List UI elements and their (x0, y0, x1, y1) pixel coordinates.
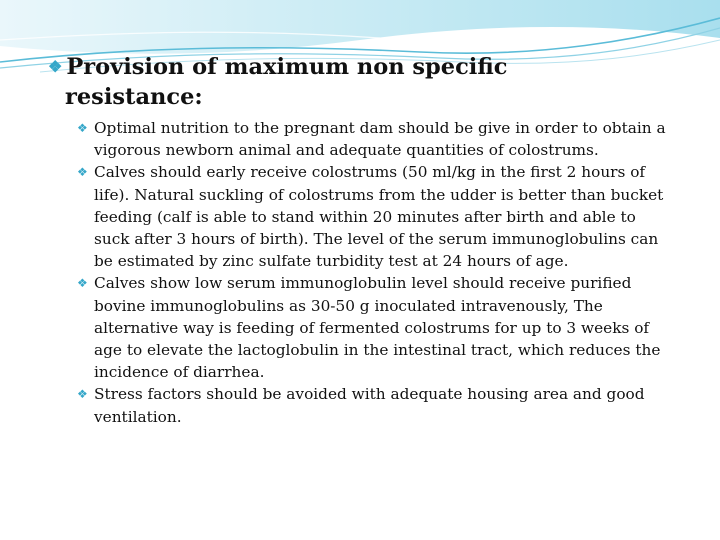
list-item (74, 161, 674, 272)
wave-bullet-icon: ❖ (77, 387, 88, 402)
wave-bullet-icon: ❖ (77, 165, 88, 180)
list-item (74, 117, 674, 161)
wave-bullet-icon: ❖ (77, 121, 88, 135)
wave-bullet-icon: ❖ (48, 57, 63, 76)
slide-title-line-2: resistance: (65, 84, 203, 110)
slide-title-line-1: Provision of maximum non specific (66, 54, 508, 80)
list-item-text: Calves show low serum immunoglobulin level should receive purified bovine immunoglobulins as 30-50 g inoculated intravenously, The alternative way is feeding of fermented colostrums for up to 3 weeks of age to elevate the lactoglobulin in the intestinal tract, which reduces the incidence of diarrhea. (94, 274, 661, 382)
bullet-list (74, 117, 674, 428)
list-item-text: Stress factors should be avoided with adequate housing area and good ventilation. (94, 385, 645, 426)
list-item-text: Calves should early receive colostrums (50 ml/kg in the first 2 hours of life). Natural suckling of colostrums from the udder is better than bucket feeding (calf is able to stand within 20 minutes after birth and able to suck after 3 hours of birth). The level of the serum immunoglobulins can be estimated by zinc sulfate turbidity test at 24 hours of age. (94, 163, 664, 271)
wave-bullet-icon: ❖ (77, 276, 88, 291)
slide-title (48, 52, 688, 112)
list-item (74, 272, 674, 383)
list-item-text: Optimal nutrition to the pregnant dam should be give in order to obtain a vigorous newborn animal and adequate quantities of colostrums. (94, 119, 666, 160)
list-item (74, 383, 674, 427)
